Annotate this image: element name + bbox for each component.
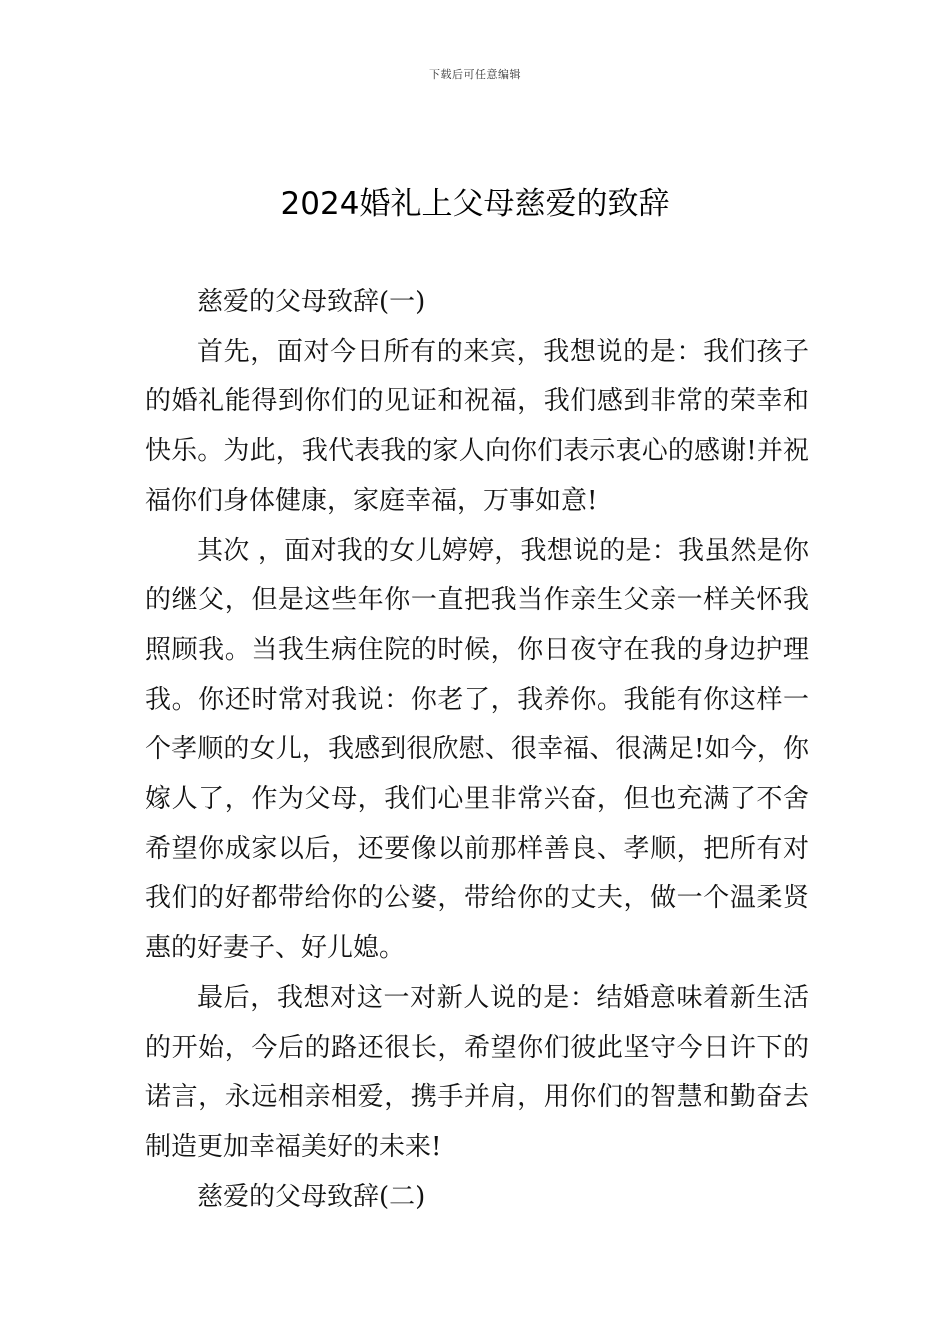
paragraph-to-daughter: 其次 ，面对我的女儿婷婷，我想说的是：我虽然是你的继父，但是这些年你一直把我当作亲生父亲一样关怀我照顾我。当我生病住院的时候，你日夜守在我的身边护理我。你还时常对我说：你老了，我养你。我能有你这样一个孝顺的女儿，我感到很欣慰、很幸福、很满足!如今，你嫁人了，作为父母，我们心里非常兴奋，但也充满了不舍希望你成家以后，还要像以前那样善良、孝顺，把所有对我们的好都带给你的公婆，带给你的丈夫，做一个温柔贤惠的好妻子、好儿媳。 xyxy=(145,535,809,964)
section-heading-2: 慈爱的父母致辞(二) xyxy=(197,1181,426,1212)
section-heading-1: 慈爱的父母致辞(一) xyxy=(197,287,426,317)
paragraph-greeting-guests: 首先，面对今日所有的来宾，我想说的是：我们孩子的婚礼能得到你们的见证和祝福，我们感到非常的荣幸和快乐。为此，我代表我的家人向你们表示衷心的感谢!并祝福你们身体健康，家庭幸福，万事如意! xyxy=(145,336,809,516)
document-title: 2024婚礼上父母慈爱的致辞 xyxy=(280,186,670,222)
document-body xyxy=(145,278,809,1222)
download-note: 下载后可任意编辑 xyxy=(429,68,521,81)
paragraph-to-newlyweds: 最后，我想对这一对新人说的是：结婚意味着新生活的开始，今后的路还很长，希望你们彼此坚守今日许下的诺言，永远相亲相爱，携手并肩，用你们的智慧和勤奋去制造更加幸福美好的未来! xyxy=(145,982,809,1162)
